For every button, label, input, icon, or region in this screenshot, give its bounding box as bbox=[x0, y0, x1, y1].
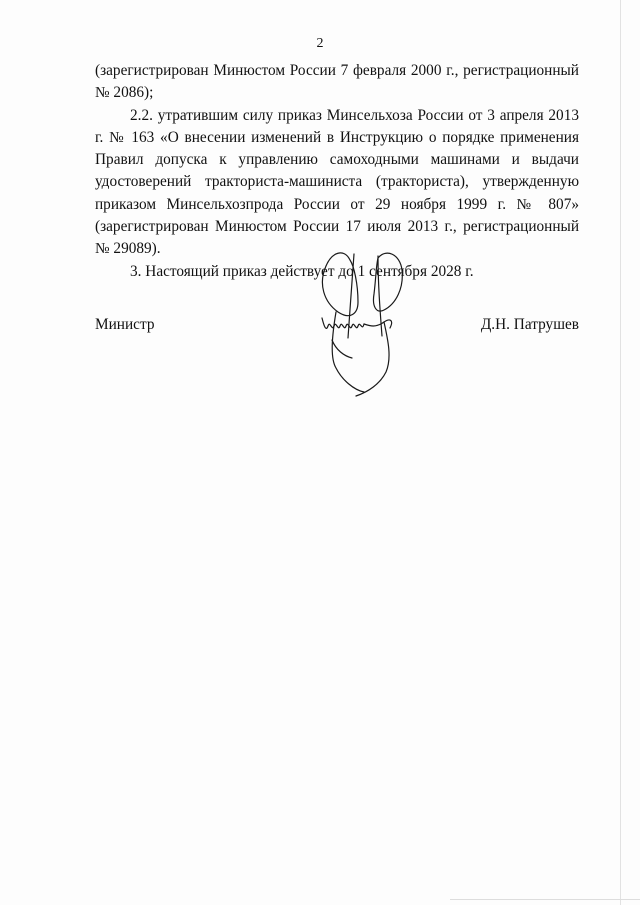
paragraph-2-2: 2.2. утратившим силу приказ Минсельхоза России от 3 апреля 2013 г. № 163 «О внесении изменений в Инструкцию о порядке применения Правил допуска к управлению самоходными машинами и выдачи удостоверений тракториста-машиниста (тракториста), утвержденную приказом Минсельхозпрода России от 29 ноября 1999 г. № 807» (зарегистрирован Минюстом России 17 июля 2013 г., регистрационный № 29089). bbox=[95, 106, 579, 258]
signatory-title: Министр bbox=[95, 316, 155, 333]
signatory-name: Д.Н. Патрушев bbox=[480, 316, 579, 333]
page-bottom-line bbox=[450, 899, 640, 900]
paragraph-registration: (зарегистрирован Минюстом России 7 февраля 2000 г., регистрационный № 2086); bbox=[95, 62, 579, 102]
page-edge-line bbox=[620, 0, 621, 905]
handwritten-signature bbox=[292, 240, 422, 400]
page-number: 2 bbox=[316, 36, 324, 51]
paragraph-3: 3. Настоящий приказ действует до 1 сентября 2028 г. bbox=[130, 262, 474, 280]
